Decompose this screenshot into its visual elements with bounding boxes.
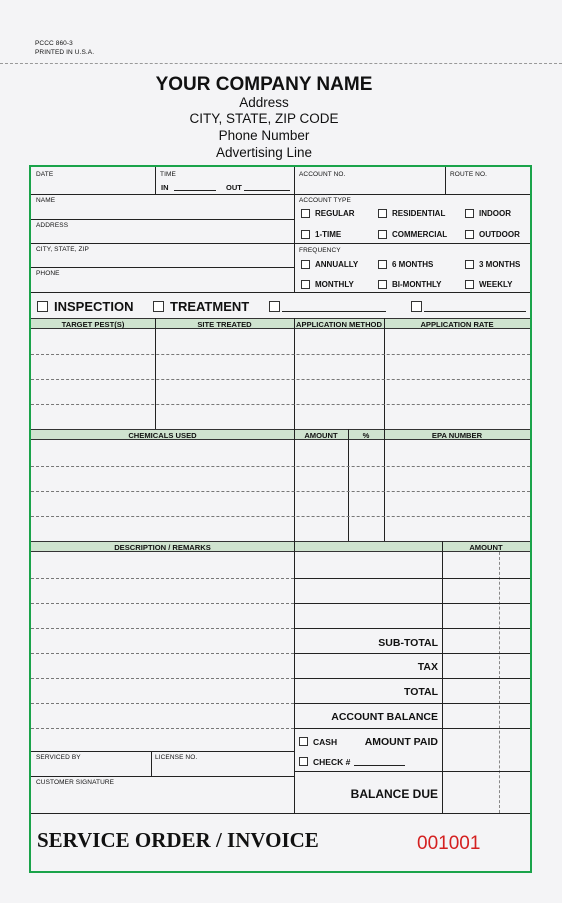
other-service-checkbox-2[interactable] xyxy=(411,301,422,312)
commercial-label: COMMERCIAL xyxy=(392,230,448,239)
monthly-checkbox[interactable] xyxy=(301,280,310,289)
form-frame xyxy=(29,165,532,873)
site-treated-header: SITE TREATED xyxy=(197,320,252,329)
total-label: TOTAL xyxy=(403,686,438,698)
check-checkbox[interactable] xyxy=(299,757,308,766)
phone-label: PHONE xyxy=(36,270,60,277)
monthly-label: MONTHLY xyxy=(315,280,354,289)
other-service-checkbox-1[interactable] xyxy=(269,301,280,312)
time-label: TIME xyxy=(160,171,176,178)
regular-checkbox[interactable] xyxy=(301,209,310,218)
description-header: DESCRIPTION / REMARKS xyxy=(114,543,211,552)
other-service-line-1[interactable] xyxy=(282,311,386,312)
indoor-checkbox[interactable] xyxy=(465,209,474,218)
bi-monthly-label: BI-MONTHLY xyxy=(392,280,442,289)
inspection-label: INSPECTION xyxy=(54,299,134,314)
printed-in-usa: PRINTED IN U.S.A. xyxy=(35,49,95,56)
address-label: ADDRESS xyxy=(36,222,69,229)
commercial-checkbox[interactable] xyxy=(378,230,387,239)
weekly-checkbox[interactable] xyxy=(465,280,474,289)
company-name: YOUR COMPANY NAME xyxy=(155,74,373,95)
time-out-line[interactable] xyxy=(244,190,290,191)
cash-checkbox[interactable] xyxy=(299,737,308,746)
form-title: SERVICE ORDER / INVOICE xyxy=(37,828,319,852)
bi-monthly-checkbox[interactable] xyxy=(378,280,387,289)
six-months-label: 6 MONTHS xyxy=(392,260,434,269)
account-type-label: ACCOUNT TYPE xyxy=(299,197,351,204)
annually-label: ANNUALLY xyxy=(315,260,359,269)
three-months-label: 3 MONTHS xyxy=(479,260,521,269)
time-in-label: IN xyxy=(161,183,169,192)
time-out-label: OUT xyxy=(226,183,242,192)
amount-header: AMOUNT xyxy=(469,543,503,552)
name-label: NAME xyxy=(36,197,56,204)
date-label: DATE xyxy=(36,171,54,178)
one-time-label: 1-TIME xyxy=(315,230,342,239)
application-rate-header: APPLICATION RATE xyxy=(420,320,494,329)
chemical-percent-header: % xyxy=(362,431,370,440)
company-city: CITY, STATE, ZIP CODE xyxy=(189,111,339,126)
indoor-label: INDOOR xyxy=(479,209,511,218)
printer-code: PCCC 860-3 xyxy=(35,40,73,47)
residential-checkbox[interactable] xyxy=(378,209,387,218)
frequency-label: FREQUENCY xyxy=(299,247,341,254)
treatment-label: TREATMENT xyxy=(170,299,250,314)
outdoor-checkbox[interactable] xyxy=(465,230,474,239)
subtotal-label: SUB-TOTAL xyxy=(378,637,438,649)
balance-due-label: BALANCE DUE xyxy=(350,787,438,801)
check-number-line[interactable] xyxy=(354,765,405,766)
other-service-line-2[interactable] xyxy=(424,311,526,312)
annually-checkbox[interactable] xyxy=(301,260,310,269)
check-number-label: CHECK # xyxy=(313,757,351,767)
license-no-label: LICENSE NO. xyxy=(155,754,198,761)
account-balance-label: ACCOUNT BALANCE xyxy=(331,711,438,723)
tax-label: TAX xyxy=(417,661,438,673)
amount-paid-label: AMOUNT PAID xyxy=(364,736,438,748)
city-state-zip-label: CITY, STATE, ZIP xyxy=(36,246,89,253)
account-no-label: ACCOUNT NO. xyxy=(299,171,346,178)
residential-label: RESIDENTIAL xyxy=(392,209,446,218)
company-phone: Phone Number xyxy=(218,128,310,143)
three-months-checkbox[interactable] xyxy=(465,260,474,269)
one-time-checkbox[interactable] xyxy=(301,230,310,239)
customer-signature-label: CUSTOMER SIGNATURE xyxy=(36,779,115,786)
inspection-checkbox[interactable] xyxy=(37,301,48,312)
treatment-checkbox[interactable] xyxy=(153,301,164,312)
outdoor-label: OUTDOOR xyxy=(479,230,520,239)
regular-label: REGULAR xyxy=(315,209,355,218)
cash-label: CASH xyxy=(313,737,338,747)
six-months-checkbox[interactable] xyxy=(378,260,387,269)
epa-number-header: EPA NUMBER xyxy=(431,431,483,440)
route-no-label: ROUTE NO. xyxy=(450,171,488,178)
weekly-label: WEEKLY xyxy=(479,280,513,289)
company-address: Address xyxy=(239,95,289,110)
target-pests-header: TARGET PEST(S) xyxy=(61,320,125,329)
application-method-header: APPLICATION METHOD xyxy=(296,320,382,329)
chemicals-used-header: CHEMICALS USED xyxy=(128,431,197,440)
chemical-amount-header: AMOUNT xyxy=(304,431,338,440)
time-in-line[interactable] xyxy=(174,190,216,191)
company-ad-line: Advertising Line xyxy=(215,145,313,160)
invoice-number: 001001 xyxy=(417,833,481,854)
perforation-line xyxy=(0,63,562,64)
serviced-by-label: SERVICED BY xyxy=(36,754,81,761)
